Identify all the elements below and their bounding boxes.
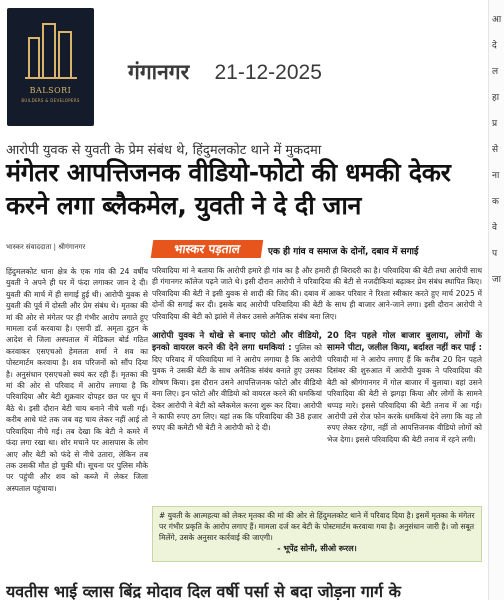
strip-word: क (492, 197, 499, 207)
right-subhead: 20 दिन पहले गोल बाजार बुलाया, लोगों के सामने पीटा, जलील किया, बर्दाश्त नहीं कर पाई : (327, 331, 482, 353)
strip-word: आ (492, 15, 502, 25)
strip-word: हा (492, 93, 500, 103)
edition-date: 21-12-2025 (214, 61, 322, 84)
next-article-headline: यवतीस भाई व्लास बिंद्र मोदाव दिल वर्षी पर्सा से बदा जोड़ना गार्ग के (6, 582, 401, 600)
section-subtitle: एक ही गांव व समाज के दोनों, दबाव में सगाई (268, 247, 419, 257)
strip-word: से (492, 145, 499, 155)
article-column-top: परिवादिया मां ने बताया कि आरोपी हमारे ही गांव का है और हमारी ही बिरादरी का है। परिवादिया की बेटी तथा आरोपी साथ ही गंगानगर कॉलेज पढ़ने जाते थे। इसी दौरान आरोपी ने परिवादिया की बेटी से नजदीकियां बढ़ाकर प्रेम संबंध स्थापित किए। परिवादिया की बेटी ने इसी युवक से शादी की जिद की। दबाव में आकर परिवार ने रिश्ता स्वीकार करते हुए मार्च 2025 में दोनों की सगाई कर दी। इसके बाद आरोपी परिवादिया की बेटी के साथ ही बाजार आने-जाने लगा। इसी दौरान आरोपी ने परिवादिया की बेटी को झांसे में लेकर उससे अनैतिक संबंध बना लिए। (152, 266, 482, 321)
quote-author: - भूपेंद्र सोनी, सीओ रूरल। (277, 544, 357, 553)
adjacent-column-strip (488, 0, 504, 600)
logo-tagline: BUILDERS & DEVELOPERS (21, 98, 80, 103)
strip-word: जा (492, 275, 502, 285)
middle-subhead: आरोपी युवक ने धोखे से बनाए फोटो और वीडियो, इनको वायरल करने की देने लगा धमकियां : (152, 331, 322, 353)
strip-word: प्र (492, 119, 498, 129)
strip-word: दे (492, 41, 497, 51)
article-column-middle (152, 330, 322, 434)
strip-word: प (492, 249, 498, 259)
article-headline: मंगेतर आपत्तिजनक वीडियो-फोटो की धमकी देकर करने लगा ब्लैकमेल, युवती ने दे दी जान (6, 158, 451, 220)
article-kicker: आरोपी युवक से युवती के प्रेम संबंध थे, हिंदुमलकोट थाने में मुकदमा (6, 143, 322, 158)
section-stamp: भास्कर पड़ताल (151, 240, 264, 258)
advertiser-logo (7, 8, 94, 126)
right-body: परिवादी मां ने आरोप लगाए हैं कि करीब 20 दिन पहले दिसंबर की शुरुआत में आरोपी युवक ने परिवादिया की बेटी को श्रीगंगानगर में गोल बाजार में बुलाया। वहां उसने परिवादिया की बेटी से झगड़ा किया और लोगों के सामने थप्पड़ मारे। इससे परिवादिया की बेटी तनाव में आ गई। आरोपी उसे रोज फोन करके धमकियां देने लगा कि वह तो रुपए लेकर रहेगा, नहीं तो आपत्तिजनक वीडियो लोगों को भेज देगा। इससे परिवादिया की बेटी तनाव में रहने लगी। (327, 355, 482, 444)
logo-brand: BALSORI (29, 86, 72, 95)
city-name: गंगानगर (128, 60, 190, 84)
quote-text: # युवती के आत्महत्या को लेकर मृतका की मां की ओर से हिंदुमलकोट थाने में परिवाद दिया है। इसमें मृतका के मंगेतर पर गंभीर प्रकृति के आरोप लगाए हैं। मामला दर्ज कर बेटी के पोस्टमार्टम करवाया गया है। अनुसंधान जारी है। जो सबूत मिलेंगे, उसके अनुसार कार्रवाई की जाएगी। (159, 511, 475, 542)
strip-word: ल (492, 67, 499, 77)
article-column-right (327, 330, 482, 445)
strip-word: ना (492, 171, 500, 181)
building-icon (25, 18, 77, 80)
dateline (128, 58, 322, 86)
byline: भास्कर संवाददाता | श्रीगंगानगर (6, 243, 86, 251)
official-quote-box (152, 506, 482, 562)
article-column-left: हिंदुमलकोट थाना क्षेत्र के एक गांव की 24 वर्षीय युवती ने अपने ही घर में फंदा लगाकर जान दे दी। युवती की मार्च में ही सगाई हुई थी। आरोपी युवक से युवती की पूर्व में दोस्ती और प्रेम संबंध थे। मृतका की मां की ओर से मंगेतर पर ही गंभीर आरोप लगाते हुए मामला दर्ज करवाया है। एसपी डॉ. अमृता दुहन के आदेश से जिला अस्पताल में मेडिकल बोर्ड गठित करवाकर एसएचओ हेमलता शर्मा ने शव का पोस्टमार्टम करवाया है। शव परिजनों को सौंप दिया है। अनुसंधान एसएचओ स्वयं कर रही हैं। मृतका की मां की ओर से परिवाद में आरोप लगाया है कि परिवादिया और बेटी शुक्रवार दोपहर छत पर धूप में बैठे थे। इसी दौरान बेटी चाय बनाने नीचे चली गई। करीब आधे घंटे तक जब वह चाय लेकर नहीं आई तो परिवादिया नीचे गई। तब देखा कि बेटी ने कमरे में फंदा लगा रखा था। शोर मचाने पर आसपास के लोग आए और बेटी को फंदे से नीचे उतारा, लेकिन तब तक उसकी मौत हो चुकी थी। सूचना पर पुलिस मौके पर पहुंची और शव को कब्जे में लेकर जिला अस्पताल पहुंचाया। (6, 267, 148, 493)
strip-word: वे (492, 223, 498, 233)
middle-body: पुलिस को दिए परिवाद में परिवादिया मां ने आरोप लगाया है कि आरोपी युवक ने उसकी बेटी के साथ अनैतिक संबंध बनाते हुए उसका शोषण किया। इस दौरान उसने आपत्तिजनक फोटो और वीडियो बना लिए। इन फोटो और वीडियो को वायरल करने की धमकियां देकर आरोपी ने बेटी को ब्लैकमेल करना शुरू कर दिया। आरोपी ने काफी रुपए ठग लिए। यहां तक कि परिवादिया की 38 हजार रुपए की कमेटी भी बेटी ने आरोपी को दे दी। (152, 343, 323, 433)
